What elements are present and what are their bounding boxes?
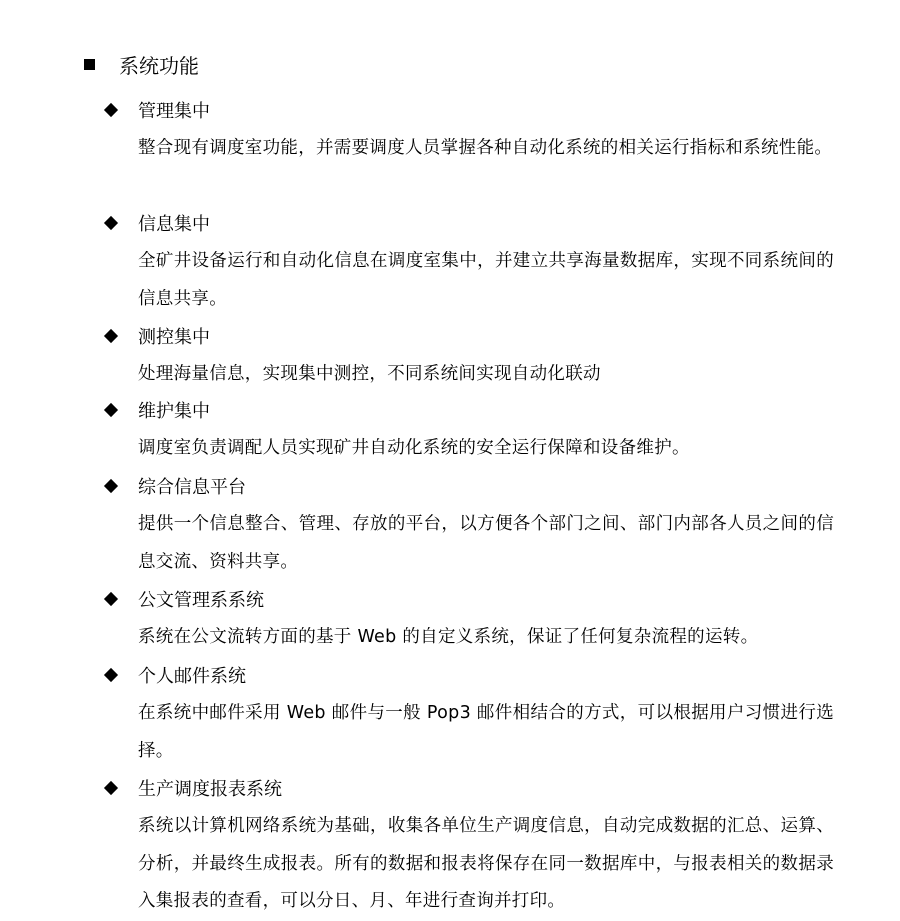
item-title: 维护集中 [138,401,210,422]
item-body: 提供一个信息整合、管理、存放的平台，以方便各个部门之间、部门内部各人员之间的信息交流、资料共享。 [138,514,834,572]
item-title-row [104,94,834,126]
item-title-row [104,320,834,352]
list-item [104,772,834,921]
item-title-row [104,659,834,691]
diamond-bullet-icon [104,479,118,493]
list-item [104,470,834,581]
item-body: 整合现有调度室功能，并需要调度人员掌握各种自动化系统的相关运行指标和系统性能。 [138,138,833,158]
item-title: 管理集中 [138,101,210,122]
item-body: 系统以计算机网络系统为基础，收集各单位生产调度信息，自动完成数据的汇总、运算、分析，并最终生成报表。所有的数据和报表将保存在同一数据库中，与报表相关的数据录入集报表的查看，可以分日、月、年进行查询并打印。 [138,816,834,911]
item-title: 生产调度报表系统 [138,779,282,800]
item-body: 系统在公文流转方面的基于 Web 的自定义系统，保证了任何复杂流程的运转。 [138,627,759,647]
item-body: 处理海量信息，实现集中测控，不同系统间实现自动化联动 [138,364,601,384]
square-bullet-icon [84,59,95,70]
item-title-row [104,207,834,239]
item-title: 信息集中 [138,214,210,235]
list-item [104,659,834,770]
diamond-bullet-icon [104,592,118,606]
diamond-bullet-icon [104,329,118,343]
list-item [104,207,834,318]
diamond-bullet-icon [104,781,118,795]
item-title-row [104,772,834,804]
list-item [104,394,834,468]
diamond-bullet-icon [104,403,118,417]
item-title-row [104,583,834,615]
item-title: 测控集中 [138,327,210,348]
item-title-row [104,470,834,502]
item-body: 调度室负责调配人员实现矿井自动化系统的安全运行保障和设备维护。 [138,438,690,458]
item-title-row [104,394,834,426]
list-item [104,320,834,394]
list-item [104,94,834,168]
item-title: 个人邮件系统 [138,666,246,687]
item-body: 在系统中邮件采用 Web 邮件与一般 Pop3 邮件相结合的方式，可以根据用户习惯进行选择。 [138,703,834,761]
item-body: 全矿井设备运行和自动化信息在调度室集中，并建立共享海量数据库，实现不同系统间的信息共享。 [138,251,834,309]
diamond-bullet-icon [104,103,118,117]
section-title: 系统功能 [119,53,199,78]
diamond-bullet-icon [104,216,118,230]
item-title: 公文管理系系统 [138,590,264,611]
diamond-bullet-icon [104,668,118,682]
list-item [104,583,834,657]
section-heading [84,48,199,80]
item-title: 综合信息平台 [138,477,246,498]
